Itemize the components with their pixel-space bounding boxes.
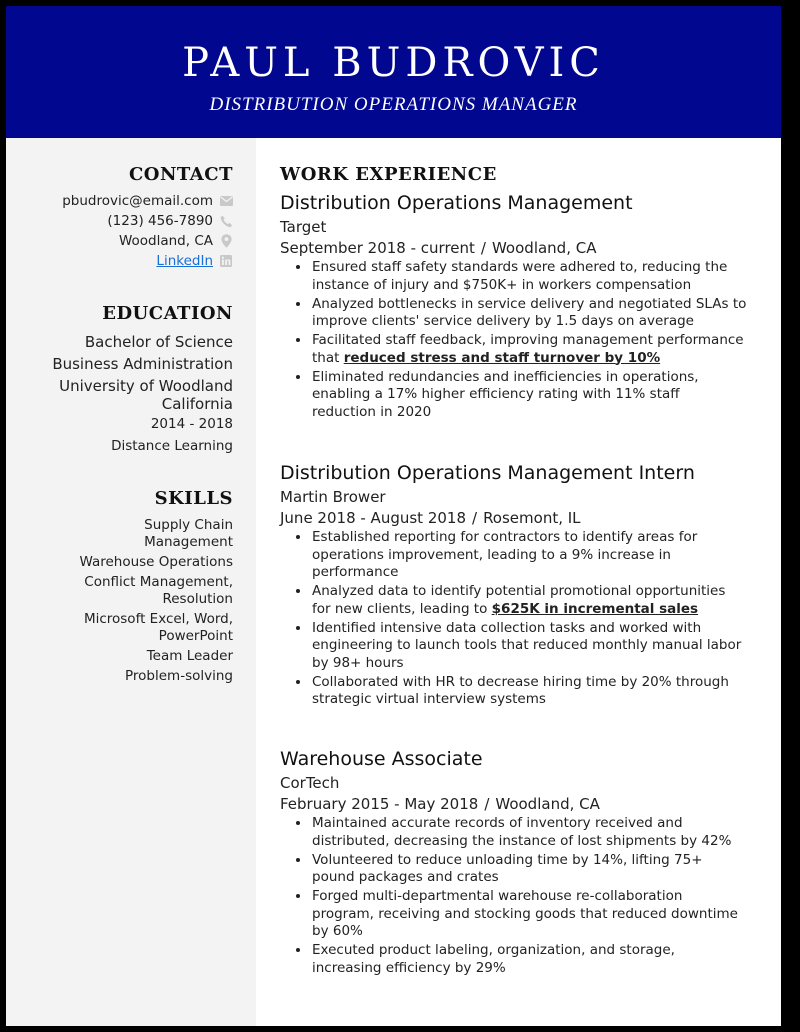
education-years: 2014 - 2018 xyxy=(150,416,233,432)
skill-item: Microsoft Excel, Word, PowerPoint xyxy=(83,611,233,644)
job-bullet-highlight: reduced stress and staff turnover by 10% xyxy=(343,349,661,366)
education-school-line2: California xyxy=(161,395,233,413)
skill-item: Team Leader xyxy=(146,648,233,664)
job-company: CorTech xyxy=(280,774,340,792)
job-bullet: • Executed product labeling, organization, and storage, increasing efficiency by 29% xyxy=(311,942,747,977)
job-entry xyxy=(280,747,760,979)
education-section xyxy=(13,303,233,456)
contact-email-row xyxy=(13,191,233,211)
job-bullet: • Eliminated redundancies and inefficiencies in operations, enabling a 17% higher efficiency rating with 11% staff reduction in 2020 xyxy=(311,369,747,422)
work-experience-heading: WORK EXPERIENCE xyxy=(280,164,497,185)
job-dates-location xyxy=(280,794,760,814)
resume-page xyxy=(6,6,781,1026)
job-dates: September 2018 - current xyxy=(280,239,475,257)
job-bullets xyxy=(280,529,760,709)
job-location: Rosemont, IL xyxy=(483,509,581,527)
phone-icon xyxy=(219,214,233,228)
contact-heading: CONTACT xyxy=(128,164,233,185)
job-entry xyxy=(280,461,760,710)
contact-phone-row xyxy=(13,211,233,231)
job-dates: February 2015 - May 2018 xyxy=(280,795,479,813)
job-bullets xyxy=(280,815,760,977)
job-company: Target xyxy=(280,218,327,236)
job-bullet xyxy=(311,332,747,367)
job-dates: June 2018 - August 2018 xyxy=(280,509,466,527)
job-company: Martin Brower xyxy=(280,488,386,506)
candidate-name: PAUL BUDROVIC xyxy=(182,40,605,86)
education-degree: Bachelor of Science xyxy=(84,333,233,351)
job-bullet: • Maintained accurate records of inventory received and distributed, decreasing the instance of lost shipments by 42% xyxy=(311,815,747,850)
job-separator: / xyxy=(480,239,486,257)
job-location: Woodland, CA xyxy=(495,795,600,813)
job-title: Distribution Operations Management xyxy=(280,192,633,214)
education-heading: EDUCATION xyxy=(102,303,233,324)
education-mode: Distance Learning xyxy=(111,438,233,454)
job-bullet: • Ensured staff safety standards were adhered to, reducing the instance of injury and $750K+ in workers compensation xyxy=(311,259,747,294)
skills-section xyxy=(13,488,233,688)
job-bullet: • Forged multi-departmental warehouse re-collaboration program, receiving and stocking goods that reduced downtime by 60% xyxy=(311,888,747,941)
envelope-icon xyxy=(219,194,233,208)
job-bullets xyxy=(280,259,760,421)
skill-item: Supply Chain Management xyxy=(144,517,233,550)
contact-email[interactable]: pbudrovic@email.com xyxy=(62,193,213,209)
job-bullet: • Established reporting for contractors to identify areas for operations improvement, leading to a 9% increase in performance xyxy=(311,529,747,582)
job-separator: / xyxy=(484,795,490,813)
job-separator: / xyxy=(472,509,478,527)
job-title: Warehouse Associate xyxy=(280,748,483,770)
job-location: Woodland, CA xyxy=(491,239,597,257)
skills-heading: SKILLS xyxy=(154,488,233,509)
contact-location: Woodland, CA xyxy=(118,233,213,249)
job-bullet-highlight: $625K in incremental sales xyxy=(491,600,699,617)
job-bullet: • Collaborated with HR to decrease hiring time by 20% through strategic virtual interview systems xyxy=(311,674,747,709)
job-dates-location xyxy=(280,508,760,528)
contact-section xyxy=(13,164,233,271)
skill-item: Warehouse Operations xyxy=(79,554,233,570)
job-dates-location xyxy=(280,238,760,258)
education-school-line1: University of Woodland xyxy=(59,377,233,395)
job-bullet xyxy=(311,583,747,618)
job-title: Distribution Operations Management Intern xyxy=(280,462,695,484)
skill-item: Problem-solving xyxy=(125,668,233,684)
resume-header xyxy=(6,6,781,138)
sidebar xyxy=(6,138,256,1026)
linkedin-icon[interactable] xyxy=(219,254,233,268)
contact-phone: (123) 456-7890 xyxy=(107,213,213,229)
job-entry xyxy=(280,191,760,423)
contact-location-row xyxy=(13,231,233,251)
contact-linkedin-row xyxy=(13,251,233,271)
job-bullet-text: Facilitated staff feedback, improving management performance that xyxy=(312,332,744,366)
education-major: Business Administration xyxy=(52,355,233,373)
job-bullet: • Volunteered to reduce unloading time by 14%, lifting 75+ pound packages and crates xyxy=(311,852,747,887)
skill-item: Conflict Management, Resolution xyxy=(84,574,233,607)
location-pin-icon xyxy=(219,234,233,248)
job-bullet: • Identified intensive data collection tasks and worked with engineering to launch tools that reduced monthly manual labor by 98+ hours xyxy=(311,620,747,673)
linkedin-link[interactable]: LinkedIn xyxy=(156,253,213,269)
job-bullet-text: Analyzed data to identify potential promotional opportunities for new clients, leading to xyxy=(312,583,726,617)
job-bullet: • Analyzed bottlenecks in service delivery and negotiated SLAs to improve clients' service delivery by 1.5 days on average xyxy=(311,296,747,331)
candidate-title: DISTRIBUTION OPERATIONS MANAGER xyxy=(209,94,578,115)
